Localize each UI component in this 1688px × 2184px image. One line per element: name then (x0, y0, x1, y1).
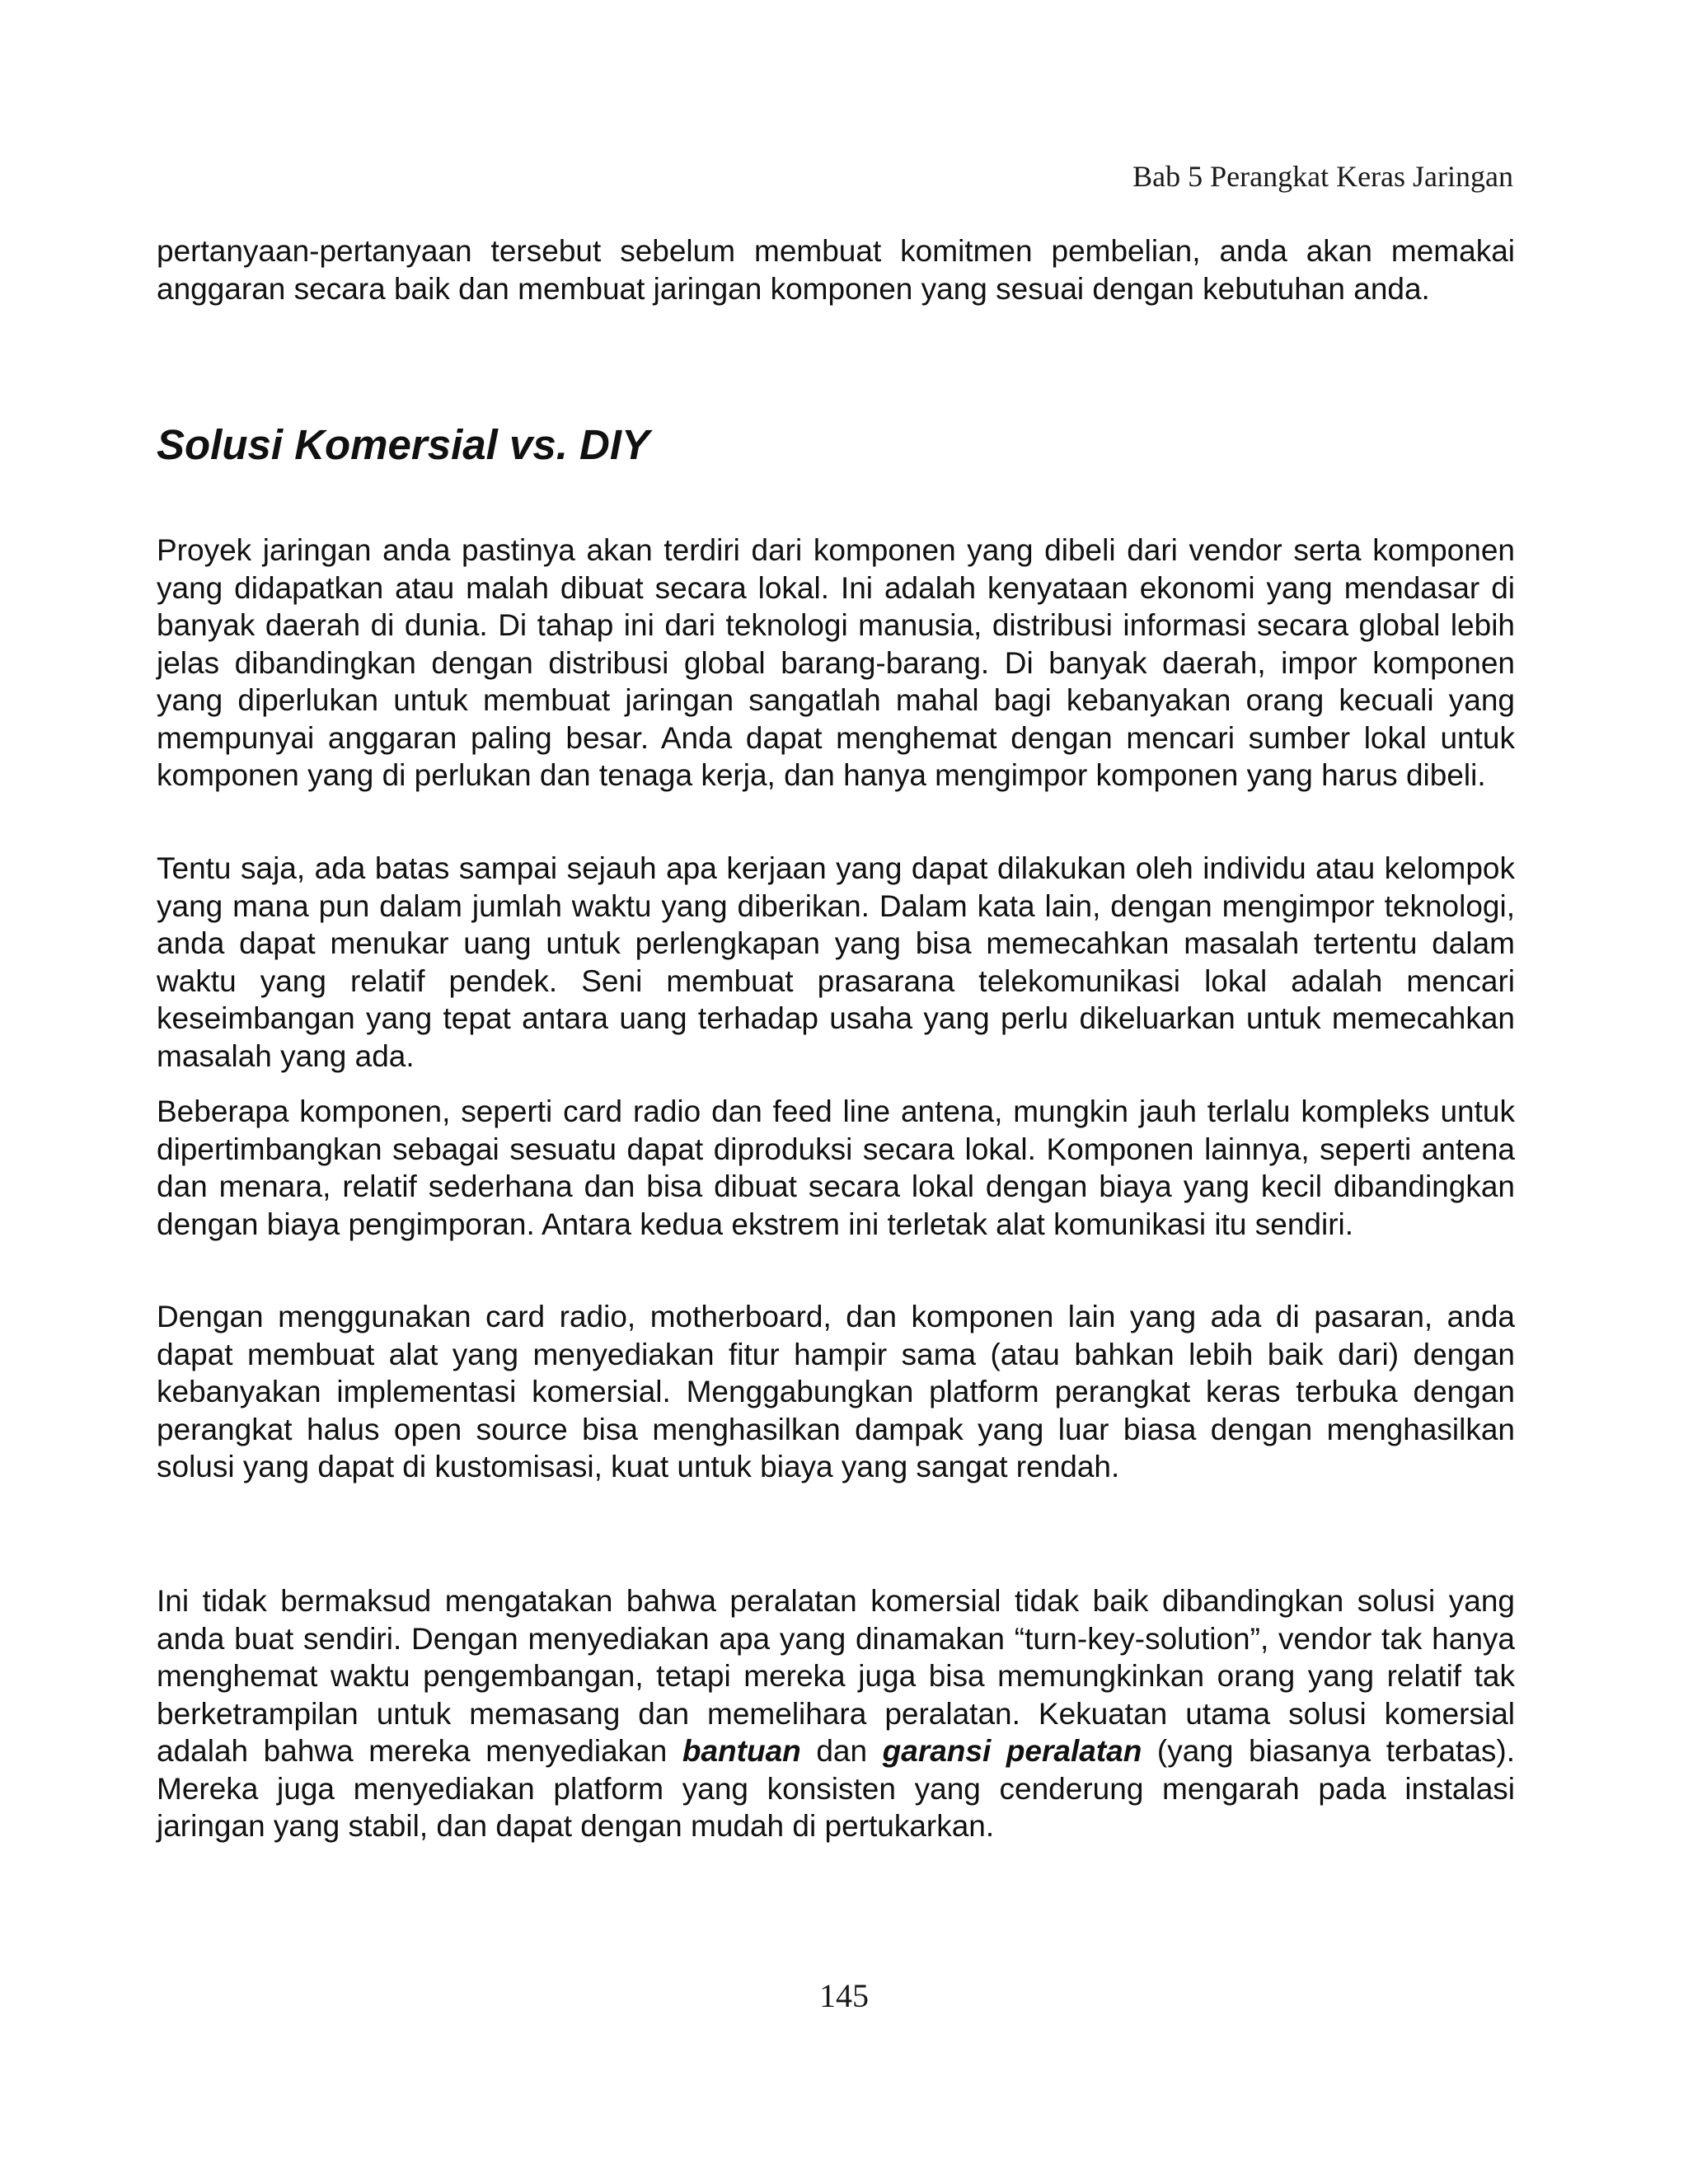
page-number: 145 (819, 1977, 869, 2014)
paragraph-5-text-a: Ini tidak bermaksud mengatakan bahwa peralatan komersial tidak baik dibandingkan solusi yang anda buat sendiri. Dengan menyediakan apa yang dinamakan “turn-key-solution”, vendor tak hanya menghemat waktu pengembangan, tetapi mereka juga bisa memungkinkan orang yang relatif tak berketrampilan untuk memasang dan memelihara peralatan. Kekuatan utama solusi komersial adalah bahwa mereka menyediakan (157, 1584, 1515, 1768)
emphasis-garansi-peralatan: garansi peralatan (882, 1734, 1142, 1768)
paragraph-3: Beberapa komponen, seperti card radio dan feed line antena, mungkin jauh terlalu kompleks untuk dipertimbangkan sebagai sesuatu dapat diproduksi secara lokal. Komponen lainnya, seperti antena dan menara, relatif sederhana dan bisa dibuat secara lokal dengan biaya yang kecil dibandingkan dengan biaya pengimporan. Antara kedua ekstrem ini terletak alat komunikasi itu sendiri. (157, 1094, 1515, 1241)
paragraph-1: Proyek jaringan anda pastinya akan terdiri dari komponen yang dibeli dari vendor serta komponen yang didapatkan atau malah dibuat secara lokal. Ini adalah kenyataan ekonomi yang mendasar di banyak daerah di dunia. Di tahap ini dari teknologi manusia, distribusi informasi secara global lebih jelas dibandingkan dengan distribusi global barang-barang. Di banyak daerah, impor komponen yang diperlukan untuk membuat jaringan sangatlah mahal bagi kebanyakan orang kecuali yang mempunyai anggaran paling besar. Anda dapat menghemat dengan mencari sumber lokal untuk komponen yang di perlukan dan tenaga kerja, dan hanya mengimpor komponen yang harus dibeli. (157, 533, 1515, 792)
section-heading: Solusi Komersial vs. DIY (157, 421, 650, 468)
paragraph-5-connector: dan (800, 1734, 883, 1768)
running-header: Bab 5 Perangkat Keras Jaringan (1132, 160, 1513, 193)
paragraph-2: Tentu saja, ada batas sampai sejauh apa kerjaan yang dapat dilakukan oleh individu atau kelompok yang mana pun dalam jumlah waktu yang diberikan. Dalam kata lain, dengan mengimpor teknologi, anda dapat menukar uang untuk perlengkapan yang bisa memecahkan masalah tertentu dalam waktu yang relatif pendek. Seni membuat prasarana telekomunikasi lokal adalah mencari keseimbangan yang tepat antara uang terhadap usaha yang perlu dikeluarkan untuk memecahkan masalah yang ada. (157, 851, 1515, 1073)
paragraph-4: Dengan menggunakan card radio, motherboard, dan komponen lain yang ada di pasaran, anda dapat membuat alat yang menyediakan fitur hampir sama (atau bahkan lebih baik dari) dengan kebanyakan implementasi komersial. Menggabungkan platform perangkat keras terbuka dengan perangkat halus open source bisa menghasilkan dampak yang luar biasa dengan menghasilkan solusi yang dapat di kustomisasi, kuat untuk biaya yang sangat rendah. (157, 1300, 1515, 1483)
emphasis-bantuan: bantuan (682, 1734, 801, 1768)
intro-paragraph: pertanyaan-pertanyaan tersebut sebelum membuat komitmen pembelian, anda akan memakai anggaran secara baik dan membuat jaringan komponen yang sesuai dengan kebutuhan anda. (157, 234, 1515, 306)
paragraph-5-text-b: (yang biasanya terbatas). Mereka juga menyediakan platform yang konsisten yang cenderung mengarah pada instalasi jaringan yang stabil, dan dapat dengan mudah di pertukarkan. (157, 1734, 1516, 1843)
paragraph-5 (157, 1582, 1515, 1845)
